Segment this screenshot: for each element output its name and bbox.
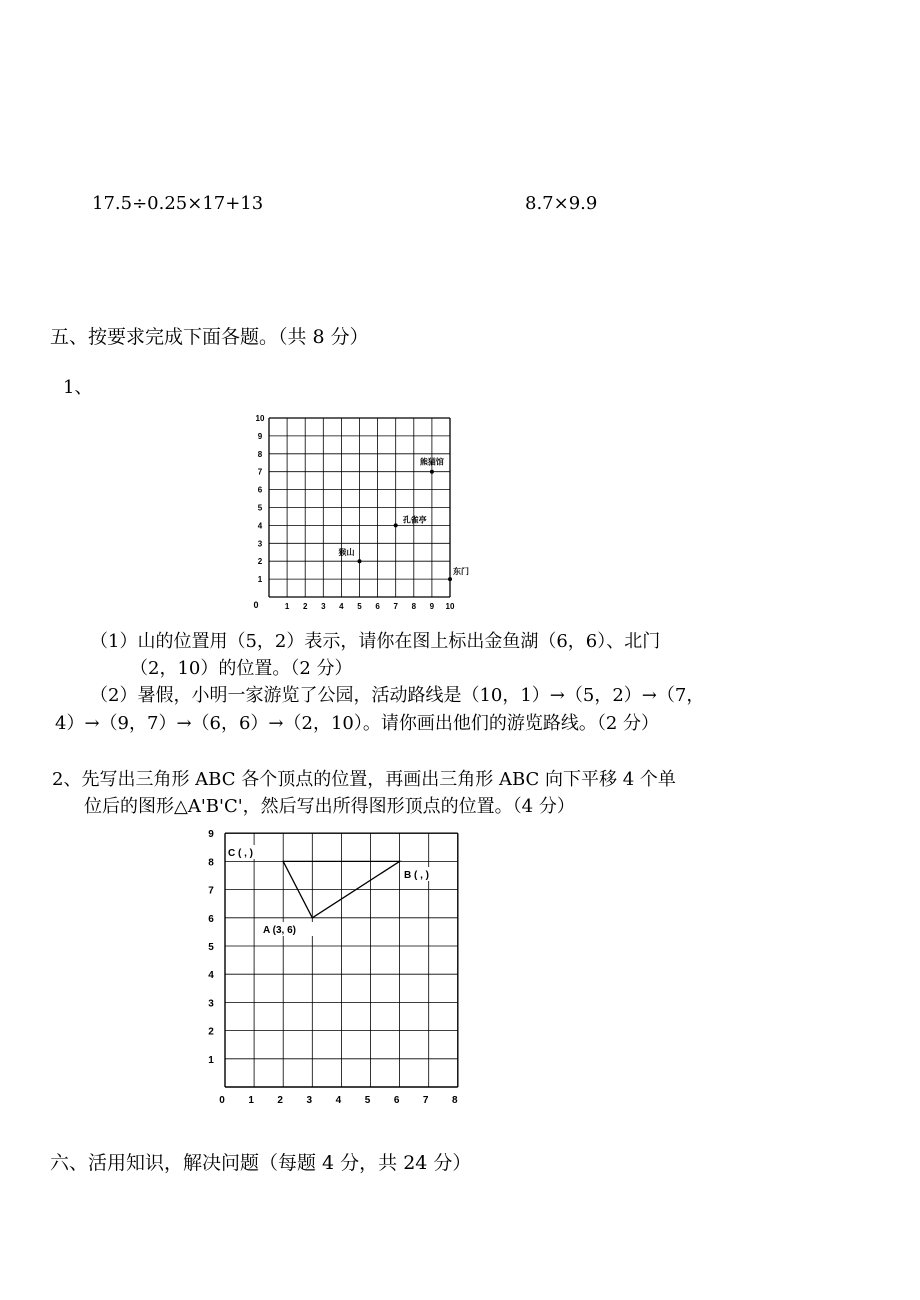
q1-part2-line1: （2）暑假，小明一家游览了公园，活动路线是（10，1）→（5，2）→（7， (90, 685, 705, 706)
map-y-tick-label: 5 (257, 503, 263, 513)
map-x-tick-label: 10 (445, 602, 455, 611)
map-y-tick-label: 3 (257, 539, 263, 549)
triangle-x-tick-label: 8 (452, 1095, 458, 1106)
map-x-tick-label: 7 (393, 602, 398, 611)
triangle-x-axis-labels (219, 1095, 458, 1106)
calc-expression-2: 8.7×9.9 (525, 193, 598, 214)
section-6-title: 六、活用知识，解决问题（每题 4 分，共 24 分） (50, 1152, 472, 1174)
map-y-tick-label: 10 (255, 414, 265, 423)
map-grid-lines (269, 418, 450, 597)
park-map-grid (240, 405, 475, 615)
map-y-axis-labels (256, 414, 265, 584)
map-x-tick-label: 9 (429, 602, 435, 611)
map-x-axis-labels (285, 602, 455, 611)
map-x-tick-label: 4 (339, 602, 344, 611)
vertex-b-label: B ( , ) (404, 870, 429, 881)
map-place-dot (358, 559, 362, 563)
triangle-y-tick-label: 5 (208, 942, 214, 953)
map-x-tick-label: 8 (411, 602, 417, 611)
triangle-x-tick-label: 5 (364, 1095, 371, 1106)
map-x-tick-label: 1 (284, 602, 290, 611)
map-y-tick-label: 8 (257, 449, 263, 459)
vertex-c-label: C ( , ) (228, 848, 253, 859)
map-place-dot (394, 523, 398, 527)
map-place-dot (448, 577, 452, 581)
q1-part2-line2: 4）→（9，7）→（6，6）→（2，10）。请你画出他们的游览路线。（2 分） (55, 713, 660, 734)
map-place-label: 猴山 (338, 548, 355, 558)
triangle-y-tick-label: 2 (208, 1026, 214, 1038)
map-place-label: 东门 (453, 567, 469, 577)
triangle-x-tick-label: 1 (248, 1095, 254, 1106)
triangle-x-tick-label: 0 (219, 1095, 225, 1106)
map-place-label: 熊猫馆 (419, 457, 444, 467)
question-2-line2: 位后的图形△A'B'C'，然后写出所得图形顶点的位置。（4 分） (84, 796, 575, 817)
map-place-label: 孔雀亭 (402, 515, 427, 525)
map-origin-label: 0 (253, 600, 259, 610)
map-y-tick-label: 7 (257, 467, 263, 477)
map-y-tick-label: 2 (257, 557, 263, 567)
question-2-line1: 2、先写出三角形 ABC 各个顶点的位置，再画出三角形 ABC 向下平移 4 个单 (52, 769, 676, 790)
map-y-tick-label: 9 (257, 431, 263, 441)
map-place-dot (430, 470, 434, 474)
triangle-grid (195, 825, 475, 1115)
map-y-tick-label: 6 (257, 485, 263, 495)
map-x-tick-label: 3 (321, 602, 326, 611)
triangle-y-tick-label: 8 (208, 857, 214, 869)
triangle-x-tick-label: 7 (422, 1095, 429, 1106)
triangle-x-tick-label: 4 (335, 1095, 342, 1106)
question-1-number: 1、 (63, 377, 93, 398)
triangle-x-tick-label: 6 (393, 1095, 400, 1106)
triangle-y-tick-label: 4 (208, 970, 214, 982)
triangle-y-tick-label: 6 (208, 913, 214, 925)
vertex-a-label: A (3, 6) (263, 925, 296, 936)
triangle-y-tick-label: 3 (208, 998, 214, 1010)
triangle-y-tick-label: 9 (208, 829, 214, 841)
map-x-tick-label: 5 (357, 602, 362, 611)
map-x-tick-label: 6 (375, 602, 380, 611)
q1-part1-line2: （2，10）的位置。（2 分） (130, 658, 353, 679)
calc-expression-1: 17.5÷0.25×17+13 (92, 193, 264, 214)
triangle-y-tick-label: 1 (208, 1054, 214, 1066)
map-y-tick-label: 1 (257, 575, 263, 585)
triangle-y-axis-labels (208, 829, 214, 1066)
map-y-tick-label: 4 (257, 521, 263, 531)
map-x-tick-label: 2 (302, 602, 308, 611)
q1-part1-line1: （1）山的位置用（5，2）表示，请你在图上标出金鱼湖（6，6）、北门 (90, 631, 661, 652)
triangle-x-tick-label: 3 (306, 1095, 313, 1106)
triangle-x-tick-label: 2 (277, 1095, 283, 1106)
section-5-title: 五、按要求完成下面各题。（共 8 分） (50, 326, 369, 348)
triangle-y-tick-label: 7 (208, 885, 214, 897)
